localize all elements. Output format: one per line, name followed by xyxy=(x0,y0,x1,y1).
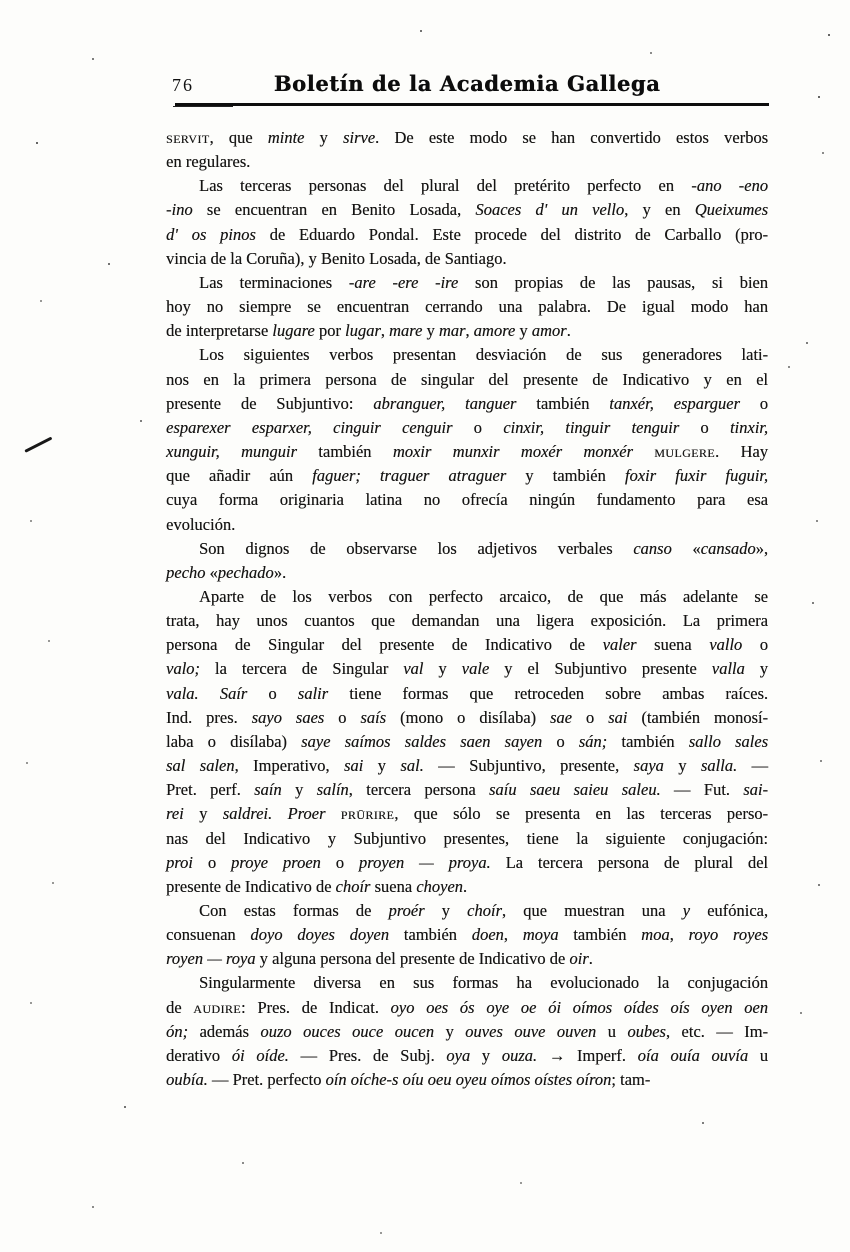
text-segment: salir xyxy=(297,683,329,703)
text-segment: salla. xyxy=(700,756,738,776)
text-segment: tinxir, xyxy=(729,417,768,437)
text-segment: amor xyxy=(531,321,567,341)
text-segment: tanxér, esparguer xyxy=(609,393,740,413)
text-segment: servit xyxy=(166,128,210,147)
text-segment: y xyxy=(281,780,317,800)
text-line xyxy=(166,488,768,512)
text-segment: persona de Singular del presente de Indicativo de xyxy=(166,635,603,655)
text-segment: . xyxy=(588,949,593,969)
text-segment: : Pres. de Indicat. xyxy=(241,997,391,1017)
text-segment: -ano -eno xyxy=(691,176,768,196)
text-segment: . De este modo se han convertido estos verbos xyxy=(375,128,768,147)
text-segment: . xyxy=(566,321,571,341)
text-segment: royen — roya xyxy=(166,949,256,969)
text-segment: y xyxy=(422,321,439,341)
text-segment: », xyxy=(755,538,769,558)
text-segment: , que xyxy=(209,128,268,147)
text-segment: trata, hay unos cuantos que demandan una ligera exposición. La primera xyxy=(166,611,768,631)
text-segment: -are -ere -ire xyxy=(348,272,459,292)
text-segment: Los siguientes verbos presentan desviación de sus generadores lati- xyxy=(199,345,768,365)
text-line xyxy=(166,851,768,875)
text-segment: por xyxy=(314,321,345,341)
text-segment: foxir fuxir fuguir, xyxy=(624,466,769,486)
text-segment: — Fut. xyxy=(660,780,744,800)
text-segment: valo; xyxy=(166,659,200,679)
text-segment: derativo xyxy=(166,1045,232,1065)
text-segment: o xyxy=(679,417,730,437)
paragraph xyxy=(166,174,768,271)
text-segment: choír xyxy=(335,876,371,896)
text-segment xyxy=(633,442,654,461)
text-segment: proye proen xyxy=(231,852,321,872)
text-segment: de Eduardo Pondal. Este procede del distrito de Carballo (pro- xyxy=(255,224,768,244)
text-segment: sayo saes xyxy=(251,707,325,727)
text-segment: oya xyxy=(446,1045,471,1065)
text-segment: evolución. xyxy=(166,514,236,534)
text-segment: proér xyxy=(388,901,425,920)
paragraph xyxy=(166,271,768,343)
text-segment: choyen xyxy=(416,876,463,896)
text-segment: , xyxy=(380,321,390,341)
text-segment: saye saímos saldes saen sayen xyxy=(301,731,543,751)
text-segment: Singularmente diversa en sus formas ha evolucionado la conjugación xyxy=(199,973,768,993)
text-segment: Con estas formas de xyxy=(199,901,389,920)
text-segment: , que sólo se presenta en las terceras perso- xyxy=(394,804,769,824)
text-segment: además xyxy=(188,1021,261,1041)
text-segment: → Imperf. xyxy=(537,1045,638,1065)
text-segment: ». xyxy=(273,562,287,582)
text-line xyxy=(166,778,768,802)
paragraph xyxy=(166,585,768,899)
text-line xyxy=(166,875,768,899)
page-number: 76 xyxy=(172,75,194,95)
text-segment: « xyxy=(205,562,218,582)
text-segment: valla xyxy=(711,659,745,679)
text-segment: valer xyxy=(602,635,637,655)
text-line xyxy=(166,174,768,198)
text-segment: saíu saeu saieu saleu. xyxy=(489,780,661,800)
text-line xyxy=(166,319,768,343)
text-segment: pechado xyxy=(217,562,274,582)
text-segment: y xyxy=(423,659,462,679)
text-segment: abranguer, tanguer xyxy=(373,393,517,413)
text-segment: y xyxy=(682,901,690,920)
text-segment: — Pres. de Subj. xyxy=(288,1045,447,1065)
text-segment: también xyxy=(296,442,393,462)
text-segment: , xyxy=(669,925,689,945)
text-segment: xunguir, munguir xyxy=(166,442,297,462)
text-segment: cansado xyxy=(700,538,756,558)
text-segment: suena xyxy=(370,876,417,896)
text-segment: en regulares. xyxy=(166,152,251,172)
text-segment: consuenan xyxy=(166,925,251,945)
text-segment: y también xyxy=(506,466,625,486)
text-segment: o xyxy=(742,635,769,655)
text-segment: ouves ouve ouven xyxy=(465,1021,597,1041)
text-segment: cuya forma originaria latina no ofrecía ningún fundamento para esa xyxy=(166,490,768,510)
text-segment: presente de Indicativo de xyxy=(166,876,336,896)
text-segment: moxir munxir moxér monxér xyxy=(392,442,633,462)
text-segment: u xyxy=(748,1045,769,1065)
text-line xyxy=(166,416,768,440)
text-segment: , que muestran una xyxy=(501,901,683,920)
text-segment: sae xyxy=(549,707,572,727)
text-segment: vale xyxy=(461,659,490,679)
text-segment: d' os pinos xyxy=(166,224,256,244)
text-segment: Pret. perf. xyxy=(166,780,255,800)
text-segment: y xyxy=(744,659,769,679)
text-segment: , xyxy=(465,321,474,341)
text-segment: y el Subjuntivo presente xyxy=(489,659,712,679)
text-segment: o xyxy=(320,852,359,872)
text-segment: , y en xyxy=(624,200,695,220)
text-segment: amore xyxy=(473,321,516,341)
paragraph xyxy=(166,537,768,585)
text-segment: suena xyxy=(636,635,710,655)
text-segment: proi xyxy=(166,852,193,872)
text-segment: ouzo ouces ouce oucen xyxy=(260,1021,435,1041)
text-segment: de interpretarse xyxy=(166,321,273,341)
text-segment: presente de Subjuntivo: xyxy=(166,393,374,413)
text-segment: y xyxy=(663,756,701,776)
text-segment: (mono o disílaba) xyxy=(386,707,550,727)
text-line xyxy=(166,730,768,754)
text-segment: (también monosí- xyxy=(627,707,769,727)
text-segment: hoy no siempre se encuentran cerrando una palabra. De igual modo han xyxy=(166,297,768,317)
text-segment: eufónica, xyxy=(689,901,768,920)
text-segment: oín oíche-s oíu oeu oyeu oímos oístes oíron xyxy=(325,1070,612,1090)
text-line xyxy=(166,537,768,561)
text-segment: ; tam- xyxy=(611,1070,651,1090)
text-segment: sai xyxy=(608,707,628,727)
text-segment: prūrire xyxy=(340,804,395,824)
text-segment: saya xyxy=(633,756,664,776)
text-segment: La tercera persona de plural del xyxy=(490,852,769,872)
text-segment: y alguna persona del presente de Indicativo de xyxy=(255,949,570,969)
text-segment: o xyxy=(247,683,298,703)
text-segment: , tercera persona xyxy=(348,780,489,800)
text-segment: también xyxy=(389,925,472,945)
text-segment: y xyxy=(470,1045,502,1065)
text-segment: y xyxy=(183,804,223,824)
text-segment: se encuentran en Benito Losada, xyxy=(192,200,476,220)
text-segment: mare xyxy=(389,321,423,341)
scan-noise-specks xyxy=(0,0,2,2)
text-segment: minte xyxy=(267,128,305,147)
text-segment: audire xyxy=(193,997,242,1017)
pen-stroke-mark xyxy=(24,437,52,453)
text-segment: oubía. xyxy=(166,1070,208,1090)
text-segment: Queixumes xyxy=(694,200,768,220)
paragraph xyxy=(166,343,768,536)
text-line xyxy=(166,198,768,222)
text-line xyxy=(166,392,768,416)
text-segment: esparexer esparxer, cinguir cenguir xyxy=(166,417,453,437)
text-segment: son propias de las pausas, si bien xyxy=(458,272,768,292)
text-segment: nas del Indicativo y Subjuntivo presentes, tiene la siguiente conjugación: xyxy=(166,828,768,848)
text-segment: sal. xyxy=(400,756,424,776)
text-line xyxy=(166,657,768,681)
text-segment: -ino xyxy=(166,200,193,220)
text-segment: « xyxy=(671,538,701,558)
text-segment: o xyxy=(192,852,232,872)
text-line xyxy=(166,682,768,706)
text-segment: choír xyxy=(467,901,502,920)
text-segment: nos en la primera persona de singular del presente de Indicativo y en el xyxy=(166,369,768,389)
text-line xyxy=(166,899,768,923)
text-segment: y xyxy=(424,901,468,920)
text-segment: saldrei. Proer xyxy=(222,804,326,824)
text-segment: u xyxy=(596,1021,628,1041)
text-segment: sai- xyxy=(743,780,768,800)
text-segment: faguer; traguer atraguer xyxy=(312,466,507,486)
text-segment: , xyxy=(503,925,523,945)
text-segment: — Subjuntivo, presente, xyxy=(423,756,634,776)
text-segment: sai xyxy=(343,756,364,776)
text-segment: moa xyxy=(641,925,670,945)
text-segment: tiene formas que retroceden sobre ambas raíces. xyxy=(328,683,768,703)
paragraph xyxy=(166,899,768,971)
text-segment: o xyxy=(452,417,504,437)
text-segment: oubes xyxy=(627,1021,666,1041)
text-segment: . xyxy=(462,876,468,896)
text-segment: rei xyxy=(166,804,184,824)
text-line xyxy=(166,1068,768,1092)
text-segment: laba o disílaba) xyxy=(166,731,302,751)
text-segment: oyo oes ós oye oe ói oímos oídes oís oyen oen xyxy=(390,997,768,1017)
text-line xyxy=(166,802,768,826)
text-segment: o xyxy=(324,707,361,727)
text-segment: vallo xyxy=(709,635,743,655)
text-segment: también xyxy=(516,393,610,413)
text-segment: doyo doyes doyen xyxy=(250,925,390,945)
text-segment: oía ouía ouvía xyxy=(637,1045,749,1065)
text-segment: también xyxy=(607,731,689,751)
text-segment: Las terceras personas del plural del pretérito perfecto en xyxy=(199,176,692,196)
text-line xyxy=(166,440,768,464)
text-line xyxy=(166,947,768,971)
text-line xyxy=(166,609,768,633)
text-line xyxy=(166,706,768,730)
text-line xyxy=(166,223,768,247)
text-segment: saís xyxy=(360,707,387,727)
text-segment: Aparte de los verbos con perfecto arcaico, de que más adelante se xyxy=(199,586,768,606)
text-segment: y xyxy=(515,321,532,341)
text-segment: lugare xyxy=(272,321,315,341)
text-segment: , etc. — Im- xyxy=(665,1021,768,1041)
text-segment: Ind. pres. xyxy=(166,707,252,727)
text-line xyxy=(166,1044,768,1068)
text-segment: mulgere xyxy=(654,442,716,462)
text-line xyxy=(166,271,768,295)
text-segment: y xyxy=(363,756,401,776)
text-segment: val xyxy=(403,659,424,679)
text-segment: sallo sales xyxy=(688,731,769,751)
text-line xyxy=(166,971,768,995)
text-block xyxy=(166,126,768,1092)
text-line xyxy=(166,827,768,851)
text-segment: salín xyxy=(316,780,349,800)
text-line xyxy=(166,923,768,947)
text-segment: sirve xyxy=(342,128,376,147)
text-segment: Las terminaciones xyxy=(199,272,349,292)
text-line xyxy=(166,1020,768,1044)
text-segment: , Imperativo, xyxy=(234,756,344,776)
text-segment: — Pret. perfecto xyxy=(207,1070,326,1090)
page-title: Boletín de la Academia Gallega xyxy=(273,71,661,96)
text-segment: lugar xyxy=(345,321,381,341)
text-segment: canso xyxy=(633,538,672,558)
text-segment: — xyxy=(737,756,769,776)
text-line xyxy=(166,126,768,150)
text-segment: ouza. xyxy=(501,1045,538,1065)
header-rule xyxy=(175,103,769,106)
text-segment: y xyxy=(434,1021,466,1041)
text-segment: royo royes xyxy=(688,925,769,945)
text-segment: proyen — proya. xyxy=(358,852,491,872)
text-segment xyxy=(325,804,340,823)
text-line xyxy=(166,464,768,488)
text-line xyxy=(166,633,768,657)
text-segment: o xyxy=(739,393,769,413)
text-segment: pecho xyxy=(166,562,206,582)
text-segment: doen xyxy=(471,925,504,945)
paragraph xyxy=(166,126,768,174)
text-segment: ói oíde. xyxy=(231,1045,289,1065)
text-segment: ón; xyxy=(166,1021,188,1041)
text-line xyxy=(166,754,768,778)
text-line xyxy=(166,343,768,367)
paragraph xyxy=(166,971,768,1092)
text-segment: vincia de la Coruña), y Benito Losada, de Santiago. xyxy=(166,248,507,268)
text-segment: sán; xyxy=(578,731,608,751)
text-segment: de xyxy=(166,997,194,1017)
text-segment: oir xyxy=(569,949,589,969)
text-line xyxy=(166,368,768,392)
text-segment: o xyxy=(542,731,579,751)
text-line xyxy=(166,585,768,609)
text-segment: moya xyxy=(522,925,559,945)
text-segment: sal salen xyxy=(166,756,235,776)
text-line xyxy=(166,295,768,319)
text-line xyxy=(166,513,768,537)
text-segment: . Hay xyxy=(715,442,769,462)
text-segment: también xyxy=(558,925,642,945)
text-segment: la tercera de Singular xyxy=(199,659,404,679)
text-line xyxy=(166,561,768,585)
text-segment: y xyxy=(304,128,343,147)
text-segment: que añadir aún xyxy=(166,466,313,486)
text-line xyxy=(166,150,768,174)
text-segment: o xyxy=(571,707,609,727)
text-segment: mar xyxy=(438,321,466,341)
text-segment: saín xyxy=(254,780,282,800)
text-line xyxy=(166,996,768,1020)
text-segment: cinxir, tinguir tenguir xyxy=(503,417,680,437)
text-segment: Soaces d' un vello xyxy=(475,200,625,220)
text-line xyxy=(166,247,768,271)
text-segment: vala. Saír xyxy=(166,683,248,703)
text-segment: Son dignos de observarse los adjetivos verbales xyxy=(199,538,634,558)
